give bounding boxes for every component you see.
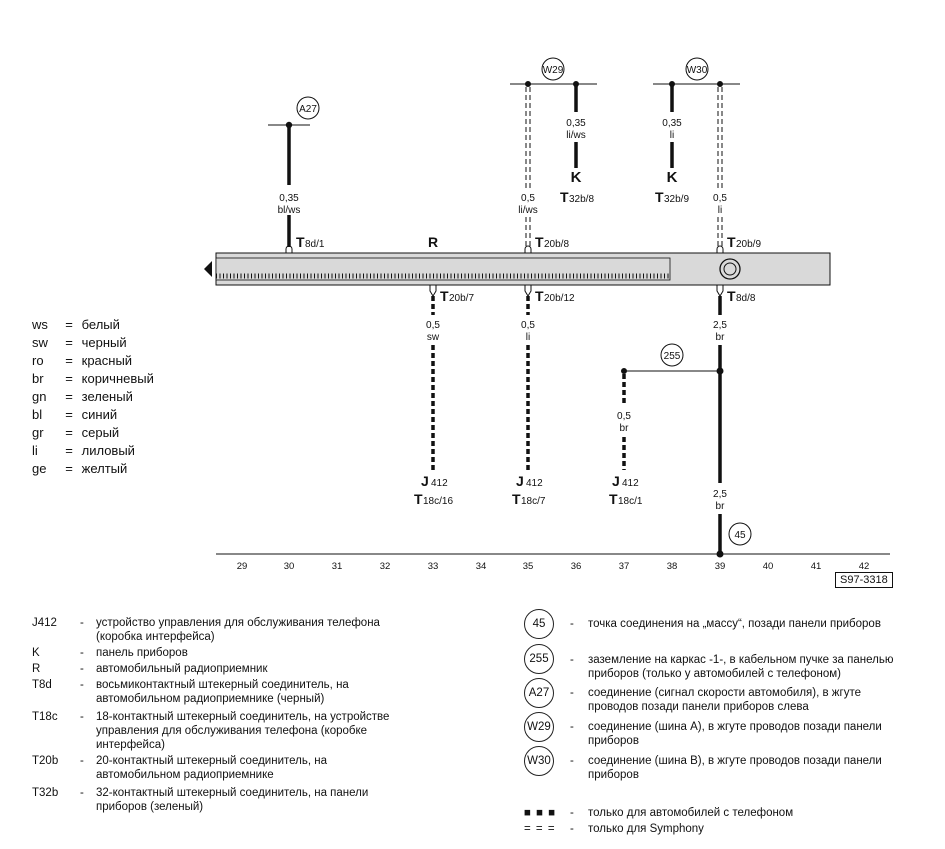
b37-size: 0,5 xyxy=(617,411,631,422)
ground-desc: соединение (шина A), в жгуте проводов позади панели приборов xyxy=(588,721,882,747)
w30-t32b-pin: 32b/9 xyxy=(664,194,690,205)
w29-dash-color: li/ws xyxy=(518,205,538,216)
track-number: 42 xyxy=(858,561,870,572)
a27-wire-color: bl/ws xyxy=(277,205,301,216)
component-code: T20b xyxy=(32,755,59,767)
b35-size: 0,5 xyxy=(521,320,535,331)
a27-label: A27 xyxy=(299,104,317,115)
b35-color: li xyxy=(525,332,531,343)
track-number: 37 xyxy=(618,561,630,572)
component-code: T8d xyxy=(32,679,52,691)
ground-desc: соединение (шина B), в жгуте проводов позади панели приборов xyxy=(588,755,882,781)
w29-node-a xyxy=(525,81,531,87)
component-dash: - xyxy=(80,617,84,629)
line-legend-dash: - xyxy=(570,807,574,819)
w29-t32b-pin: 32b/8 xyxy=(569,194,595,205)
w30-k-label: K xyxy=(666,169,678,186)
b39-low-color: br xyxy=(715,501,725,512)
phone-only-symbol: ■ ■ ■ xyxy=(524,807,557,819)
b39-t8d-conn: T xyxy=(727,288,736,304)
track-number: 38 xyxy=(666,561,678,572)
track-number: 35 xyxy=(522,561,534,572)
pin-marker-t20b7 xyxy=(430,285,436,296)
component-desc: 18-контактный штекерный соединитель, на устройстве управления для обслуживания телефона (коробке интерфейса) xyxy=(96,711,390,751)
radio-label: R xyxy=(428,234,439,250)
b39-t8d-pin: 8d/8 xyxy=(736,293,756,304)
b33-j-sub: 412 xyxy=(431,478,448,489)
component-code: T32b xyxy=(32,787,59,799)
b39-low-size: 2,5 xyxy=(713,489,727,500)
ground-desc: точка соединения на „массу“, позади панели приборов xyxy=(588,618,881,630)
b33-color: sw xyxy=(426,332,440,343)
component-desc: 32-контактный штекерный соединитель, на панели приборов (зеленый) xyxy=(96,787,369,813)
color-legend-item: gr = серый xyxy=(32,425,120,440)
ground-dash: - xyxy=(570,687,574,699)
component-dash: - xyxy=(80,647,84,659)
b35-t20b-conn: T xyxy=(535,288,544,304)
b33-t18c-pin: 18c/16 xyxy=(423,496,454,507)
w29-solid-size: 0,35 xyxy=(566,118,586,129)
g45-label: 45 xyxy=(734,530,746,541)
track-numbers xyxy=(237,561,870,572)
b33-t18c-conn: T xyxy=(414,491,423,507)
w29-t20b-pin: 20b/8 xyxy=(544,239,570,250)
pin-marker-t8d8 xyxy=(717,285,723,296)
track-number: 40 xyxy=(762,561,774,572)
track-number: 41 xyxy=(810,561,822,572)
component-desc: устройство управления для обслуживания телефона (коробка интерфейса) xyxy=(96,617,380,643)
component-code: J412 xyxy=(32,617,57,629)
ground-desc: заземление на каркас -1-, в кабельном пучке за панелью приборов (только у автомобилей с телефоном) xyxy=(588,654,894,680)
w30-node-b xyxy=(717,81,723,87)
component-dash: - xyxy=(80,755,84,767)
component-code: K xyxy=(32,647,40,659)
w29-k-label: K xyxy=(570,169,582,186)
component-code: R xyxy=(32,663,41,675)
b37-t18c-pin: 18c/1 xyxy=(618,496,643,507)
w30-solid-color: li xyxy=(669,130,675,141)
track-number: 30 xyxy=(283,561,295,572)
radio-component-arrow xyxy=(204,261,212,277)
ground-dash: - xyxy=(570,755,574,767)
b39-branch-node xyxy=(717,368,724,375)
ground-dash: - xyxy=(570,654,574,666)
color-legend-item: gn = зеленый xyxy=(32,389,133,404)
b35-j-sub: 412 xyxy=(526,478,543,489)
a27-wire-size: 0,35 xyxy=(279,193,299,204)
w29-t20b-conn: T xyxy=(535,234,544,250)
w29-t32b-conn: T xyxy=(560,189,569,205)
w30-t20b-conn: T xyxy=(727,234,736,250)
color-legend-item: bl = синий xyxy=(32,407,118,422)
component-desc: автомобильный радиоприемник xyxy=(96,663,268,675)
b33-size: 0,5 xyxy=(426,320,440,331)
w29-solid-color: li/ws xyxy=(566,130,586,141)
component-dash: - xyxy=(80,663,84,675)
color-legend-item: ro = красный xyxy=(32,353,133,368)
reference-code: S97-3318 xyxy=(835,572,893,588)
track-number: 29 xyxy=(236,561,248,572)
w29-label: W29 xyxy=(542,65,564,76)
track-number: 33 xyxy=(427,561,439,572)
b35-t20b-pin: 20b/12 xyxy=(544,293,575,304)
symphony-only-text: только для Symphony xyxy=(588,823,704,835)
b39-top-size: 2,5 xyxy=(713,320,727,331)
b33-t20b-conn: T xyxy=(440,288,449,304)
w30-t32b-conn: T xyxy=(655,189,664,205)
component-dash: - xyxy=(80,711,84,723)
pin-marker-t20b12 xyxy=(525,285,531,296)
w30-dash-color: li xyxy=(717,205,723,216)
b39-top-color: br xyxy=(715,332,725,343)
b37-j-sub: 412 xyxy=(622,478,639,489)
phone-only-text: только для автомобилей с телефоном xyxy=(588,807,794,819)
ground-badge: W29 xyxy=(524,712,554,742)
component-desc: восьмиконтактный штекерный соединитель, на автомобильном радиоприемнике (черный) xyxy=(96,679,349,705)
b37-color: br xyxy=(619,423,629,434)
component-code: T18c xyxy=(32,711,58,723)
w30-solid-size: 0,35 xyxy=(662,118,682,129)
track-number: 36 xyxy=(570,561,582,572)
a27-t8d-conn: T xyxy=(296,234,305,250)
color-legend-item: ge = желтый xyxy=(32,461,128,476)
w30-label: W30 xyxy=(686,65,708,76)
symphony-only-symbol: = = = xyxy=(524,823,556,835)
track-number: 32 xyxy=(379,561,391,572)
component-dash: - xyxy=(80,787,84,799)
b35-t18c-pin: 18c/7 xyxy=(521,496,546,507)
color-legend-item: ws = белый xyxy=(32,317,120,332)
track-number: 39 xyxy=(714,561,726,572)
component-desc: 20-контактный штекерный соединитель, на автомобильном радиоприемнике xyxy=(96,755,327,781)
w29-dash-size: 0,5 xyxy=(521,193,535,204)
pin-marker-a27 xyxy=(286,246,292,253)
track-number: 31 xyxy=(331,561,343,572)
w30-dash-size: 0,5 xyxy=(713,193,727,204)
component-dash: - xyxy=(80,679,84,691)
pin-marker-w30 xyxy=(717,246,723,253)
b33-t20b-pin: 20b/7 xyxy=(449,293,475,304)
b37-j-label: J xyxy=(612,473,620,489)
ground-badge: W30 xyxy=(524,746,554,776)
track-number: 34 xyxy=(475,561,487,572)
color-legend-item: br = коричневый xyxy=(32,371,154,386)
g255-label: 255 xyxy=(663,351,681,362)
b33-j-label: J xyxy=(421,473,429,489)
ground-badge: 45 xyxy=(524,609,554,639)
color-legend-item: sw = черный xyxy=(32,335,127,350)
ground-badge: 255 xyxy=(524,644,554,674)
line-legend-dash: - xyxy=(570,823,574,835)
ground-dash: - xyxy=(570,618,574,630)
pin-marker-w29 xyxy=(525,246,531,253)
b35-j-label: J xyxy=(516,473,524,489)
a27-t8d-pin: 8d/1 xyxy=(305,239,325,250)
b37-t18c-conn: T xyxy=(609,491,618,507)
b35-t18c-conn: T xyxy=(512,491,521,507)
ground-desc: соединение (сигнал скорости автомобиля), в жгуте проводов позади панели приборов слева xyxy=(588,687,861,713)
component-desc: панель приборов xyxy=(96,647,188,659)
ground-dash: - xyxy=(570,721,574,733)
ground-badge: A27 xyxy=(524,678,554,708)
w30-t20b-pin: 20b/9 xyxy=(736,239,762,250)
color-legend-item: li = лиловый xyxy=(32,443,135,458)
